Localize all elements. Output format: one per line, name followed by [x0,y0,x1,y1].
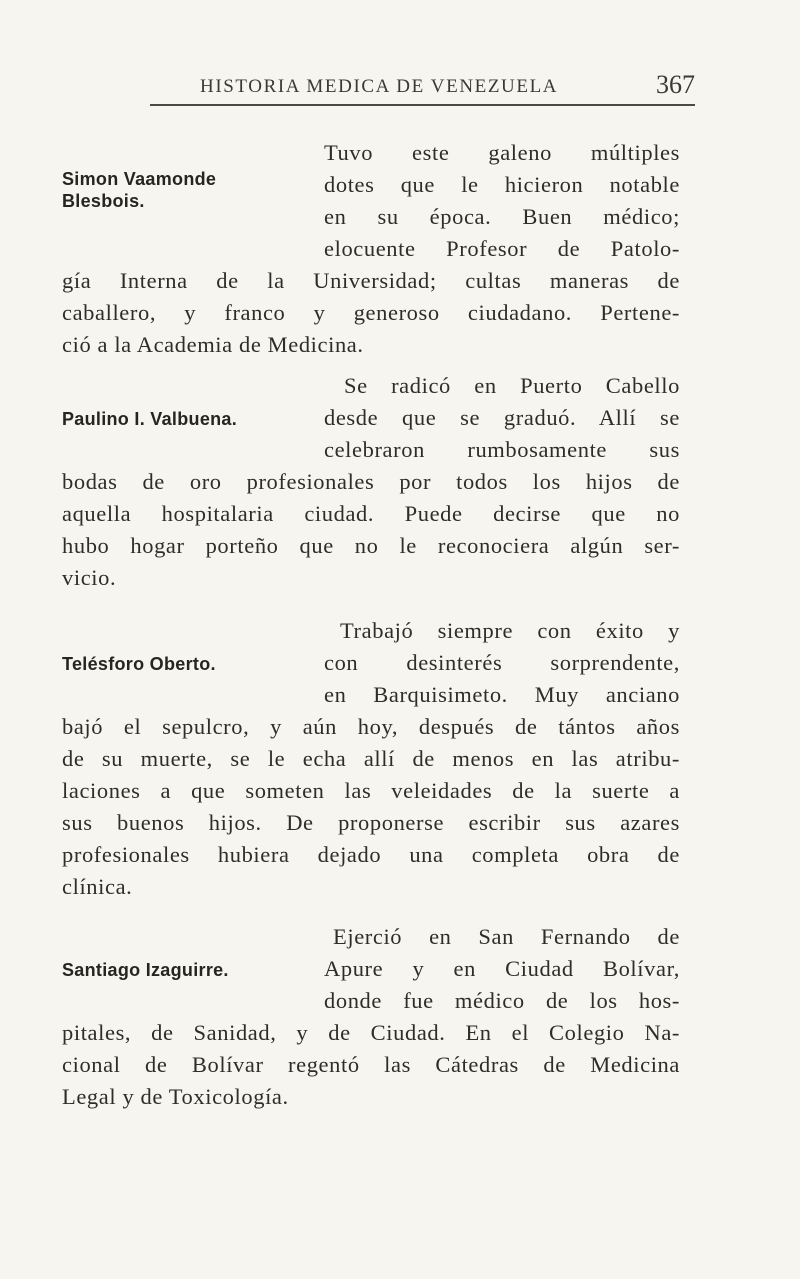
paragraph-line: de su muerte, se le echa allí de menos en las atribu- [62,746,680,771]
paragraph-line: gía Interna de la Universidad; cultas maneras de [62,268,680,293]
paragraph-line: sus buenos hijos. De proponerse escribir sus azares [62,810,680,835]
page-number: 367 [656,70,695,99]
paragraph-line: Ejerció en San Fernando de [333,924,680,949]
paragraph-line: desde que se graduó. Allí se [324,405,680,430]
paragraph-line: Se radicó en Puerto Cabello [344,373,680,398]
paragraph-line: clínica. [62,874,133,899]
paragraph-line: laciones a que someten las veleidades de la suerte a [62,778,680,803]
paragraph-line: cional de Bolívar regentó las Cátedras de Medicina [62,1052,680,1077]
paragraph-line: con desinterés sorprendente, [324,650,680,675]
paragraph-line: Legal y de Toxicología. [62,1084,289,1109]
paragraph-line: vicio. [62,565,117,590]
paragraph-line: bodas de oro profesionales por todos los hijos de [62,469,680,494]
entry-name [62,168,216,212]
paragraph-line: caballero, y franco y generoso ciudadano. Pertene- [62,300,680,325]
entry-name-line: Telésforo Oberto. [62,654,216,674]
paragraph-line: en Barquisimeto. Muy anciano [324,682,680,707]
paragraph-line: celebraron rumbosamente sus [324,437,680,462]
paragraph-line: bajó el sepulcro, y aún hoy, después de tántos años [62,714,680,739]
entry-name [62,959,229,981]
paragraph-line: pitales, de Sanidad, y de Ciudad. En el Colegio Na- [62,1020,680,1045]
entry-name-line: Simon Vaamonde [62,169,217,189]
entry-name-line: Paulino I. Valbuena. [62,409,238,429]
paragraph-line: Tuvo este galeno múltiples [324,140,680,165]
entry-name-line: Blesbois. [62,191,145,211]
running-title: HISTORIA MEDICA DE VENEZUELA [200,76,559,97]
paragraph-line: donde fue médico de los hos- [324,988,680,1013]
entry-name-line: Santiago Izaguirre. [62,960,229,980]
paragraph-line: en su época. Buen médico; [324,204,680,229]
paragraph-line: dotes que le hicieron notable [324,172,680,197]
paragraph-line: hubo hogar porteño que no le reconociera algún ser- [62,533,680,558]
paragraph-line: elocuente Profesor de Patolo- [324,236,680,261]
paragraph-line: aquella hospitalaria ciudad. Puede decirse que no [62,501,680,526]
paragraph-line: Trabajó siempre con éxito y [340,618,680,643]
paragraph-line: Apure y en Ciudad Bolívar, [324,956,680,981]
paragraph-line: ció a la Academia de Medicina. [62,332,364,357]
entry-name [62,653,216,675]
running-header [150,66,695,106]
paragraph-line: profesionales hubiera dejado una completa obra de [62,842,680,867]
entry-name [62,408,237,430]
header-rule [150,104,695,106]
